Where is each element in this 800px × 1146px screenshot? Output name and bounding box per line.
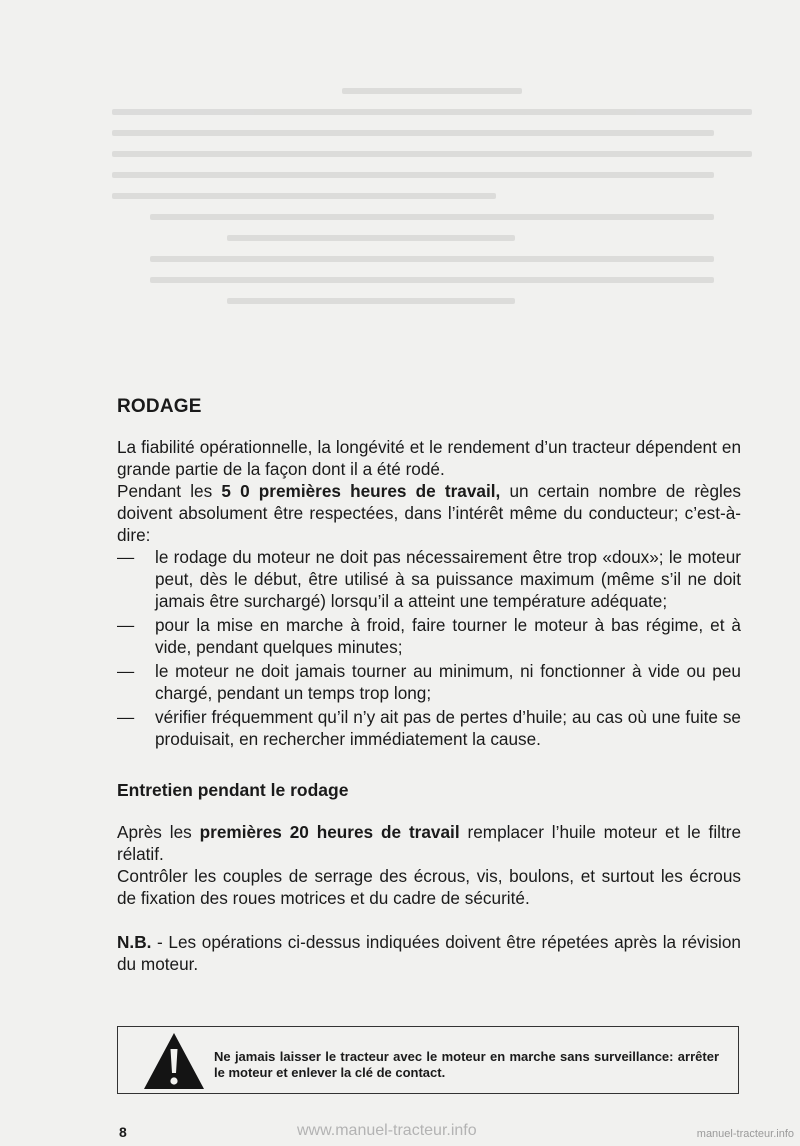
dash-bullet: — xyxy=(117,547,135,567)
maintenance-paragraph: Après les premières 20 heures de travail remplacer l’huile moteur et le filtre rélatif. Contrôler les couples de serrage des écrous, vis, boulons, et surtout les écrous de fixation des roues motrices et du cadre de sécurité. xyxy=(117,822,742,908)
rodage-rules-list xyxy=(117,546,741,750)
website-credit: manuel-tracteur.info xyxy=(696,1128,794,1140)
dash-bullet: — xyxy=(117,707,135,727)
list-item: — pour la mise en marche à froid, faire tourner le moteur à bas régime, et à vide, pendant quelques minutes; xyxy=(117,615,741,657)
list-item: — le moteur ne doit jamais tourner au minimum, ni fonctionner à vide ou peu chargé, pendant un temps trop long; xyxy=(117,661,741,703)
warning-box xyxy=(117,1026,739,1094)
warning-text: Ne jamais laisser le tracteur avec le moteur en marche sans surveillance: arrêter le moteur et enlever la clé de contact. xyxy=(214,1049,719,1080)
dash-bullet: — xyxy=(117,615,135,635)
nb-paragraph: N.B. - Les opérations ci-dessus indiquées doivent être répetées après la révision du moteur. xyxy=(117,932,741,974)
website-watermark: www.manuel-tracteur.info xyxy=(297,1122,477,1139)
reverse-side-bleed-through xyxy=(112,88,752,368)
section-title: RODAGE xyxy=(117,396,202,417)
intro-bold-phrase: 5 0 premières heures de travail, xyxy=(221,481,501,501)
list-item: — vérifier fréquemment qu’il n’y ait pas de pertes d’huile; au cas où une fuite se produisait, en rechercher immédiatement la cause. xyxy=(117,707,741,749)
nb-label: N.B. xyxy=(117,932,152,952)
maintenance-bold-phrase: premières 20 heures de travail xyxy=(199,822,460,842)
list-item: — le rodage du moteur ne doit pas nécessairement être trop «doux»; le moteur peut, dès le début, être utilisé à sa puissance maximum (même s’il ne doit jamais être surchargé) lorsqu’il a atteint une température adéquate; xyxy=(117,547,741,611)
page-number: 8 xyxy=(119,1124,127,1140)
subsection-title: Entretien pendant le rodage xyxy=(117,780,349,800)
warning-triangle-icon xyxy=(142,1031,206,1091)
intro-paragraph: La fiabilité opérationnelle, la longévité et le rendement d’un tracteur dépendent en grande partie de la façon dont il a été rodé. Pendant les 5 0 premières heures de travail, un certain nombre de règles doivent absolument être respectées, dans l’intérêt même du conducteur; c’est-à-dire: xyxy=(117,437,742,545)
page-content xyxy=(117,396,741,975)
dash-bullet: — xyxy=(117,661,135,681)
